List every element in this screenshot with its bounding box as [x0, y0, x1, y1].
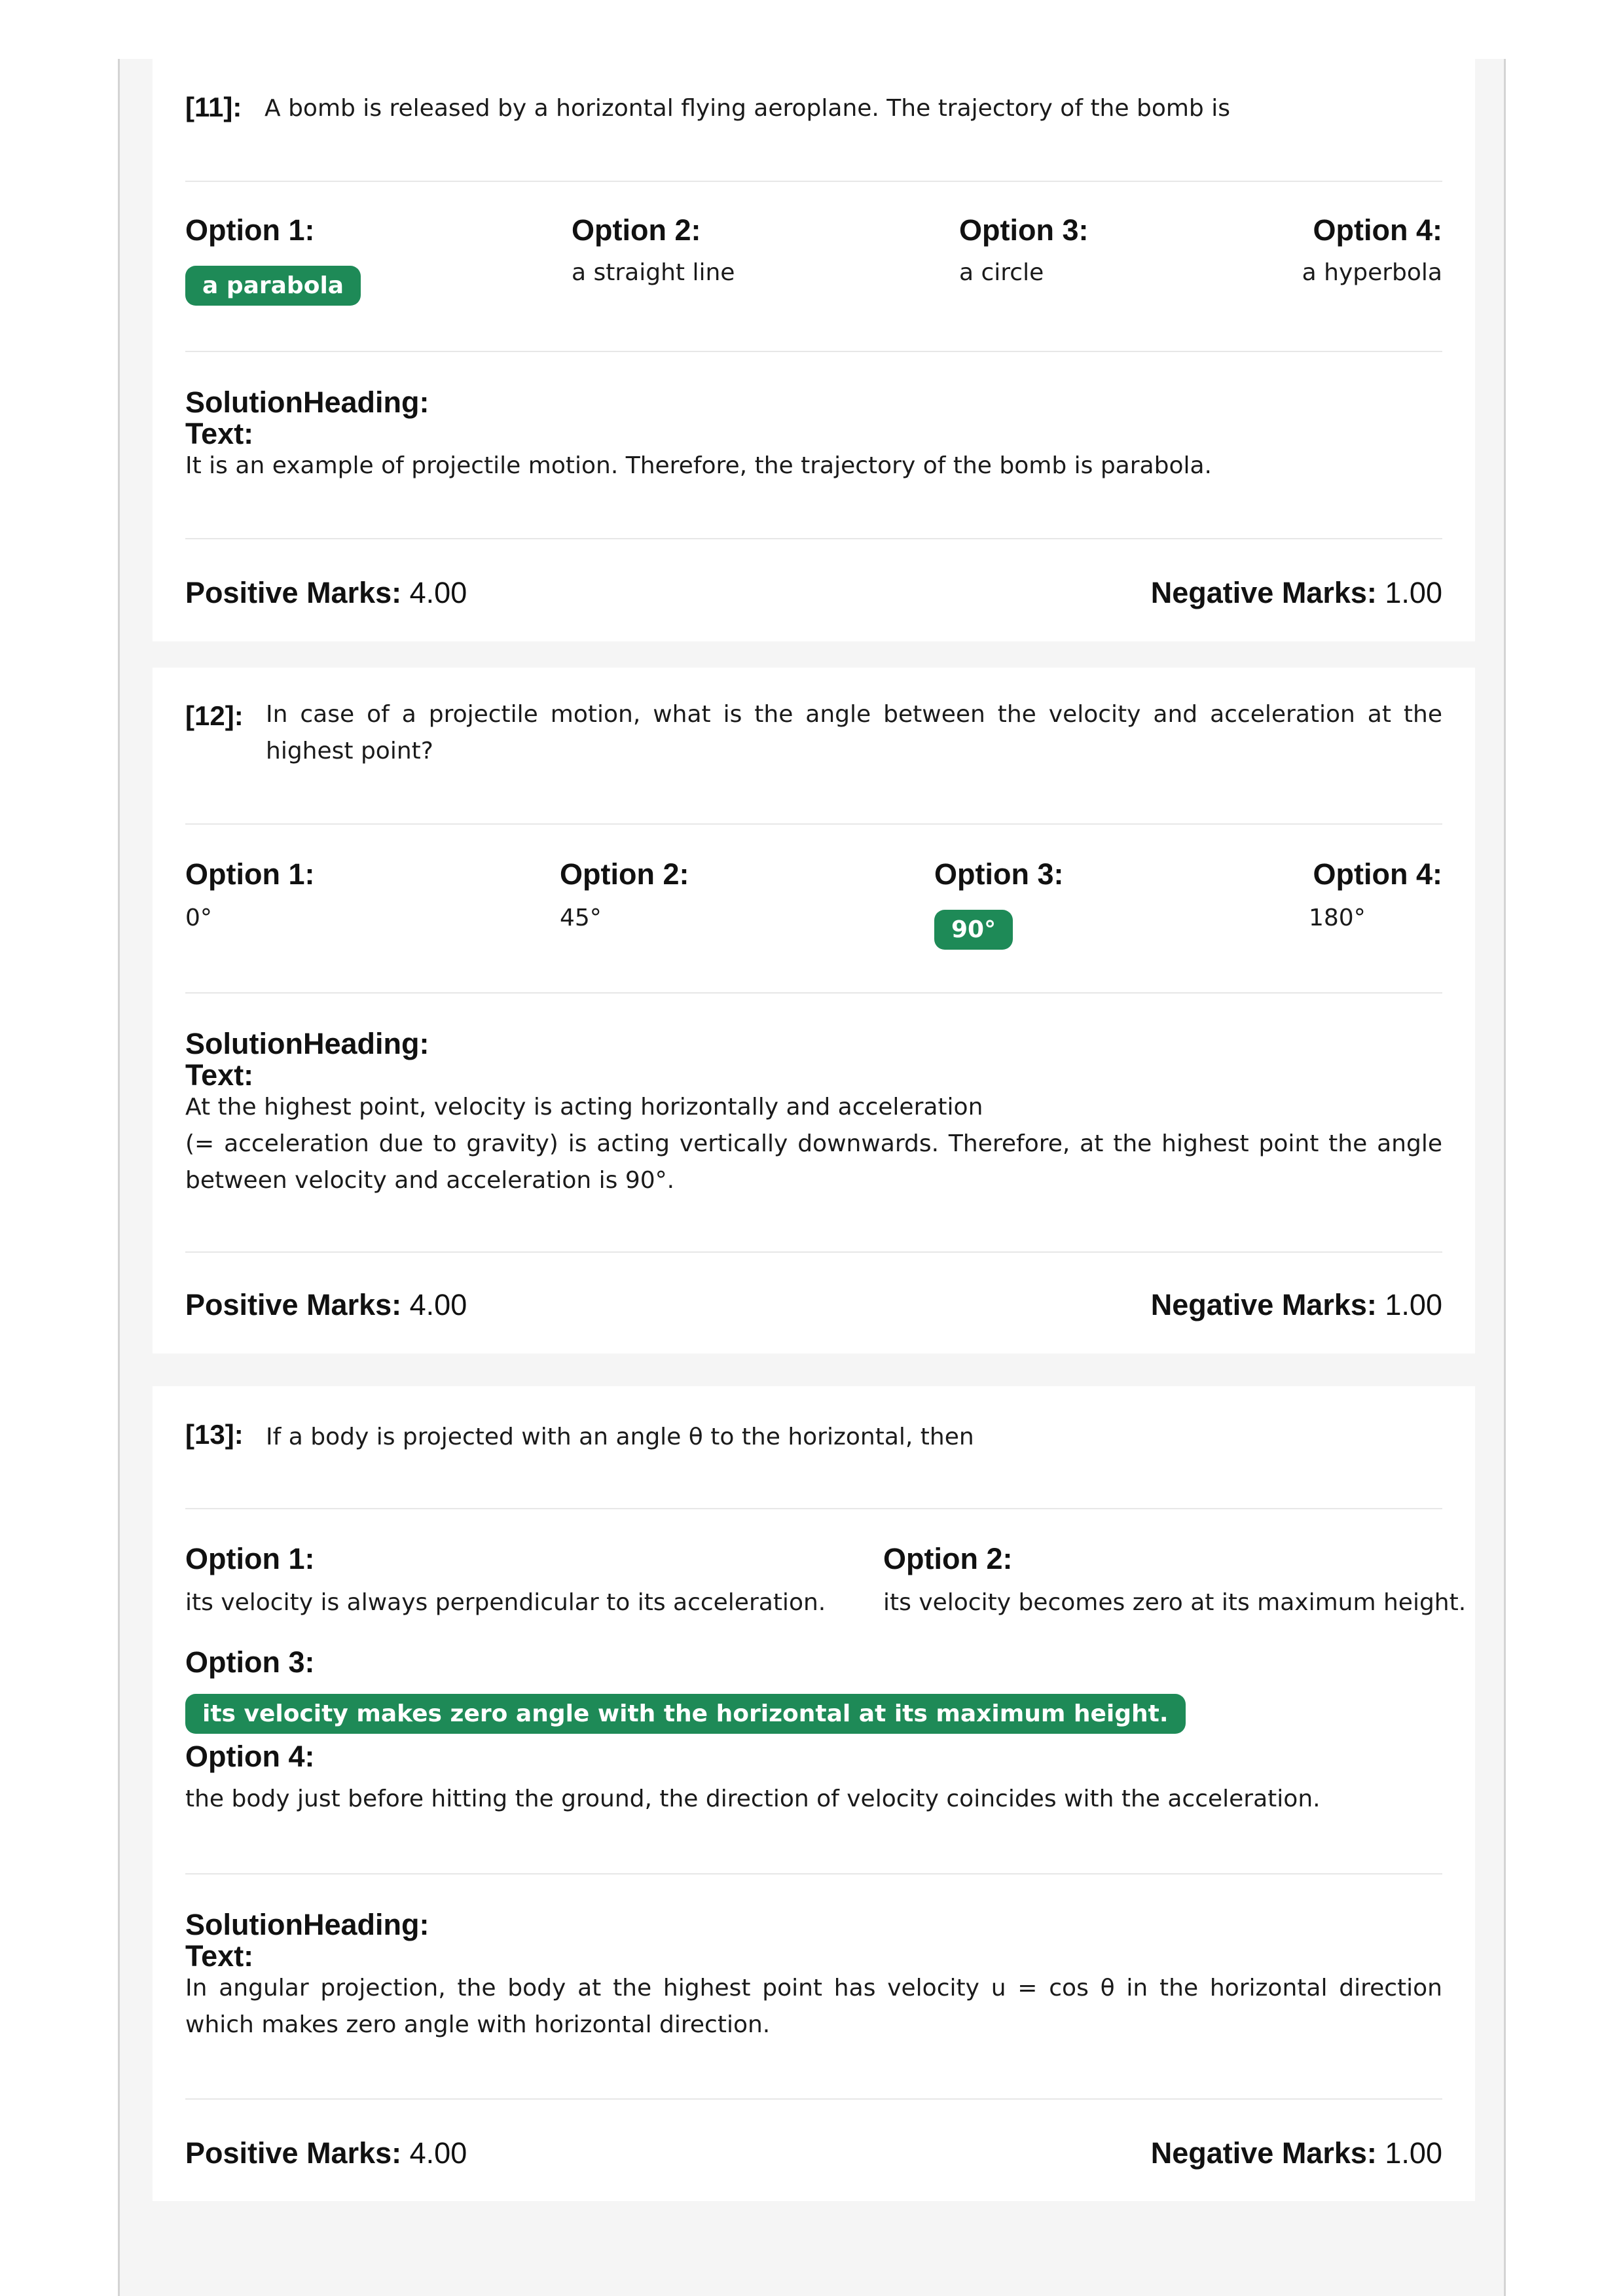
- negative-marks: [1151, 576, 1442, 610]
- question-text: A bomb is released by a horizontal flying aeroplane. The trajectory of the bomb is: [264, 95, 1230, 122]
- question-number: [13]:: [185, 1419, 244, 1450]
- option-3-label: Option 3:: [959, 213, 1089, 247]
- negative-marks: [1151, 1288, 1442, 1322]
- option-1-text-correct: a parabola: [185, 266, 361, 306]
- solution-text-label: Text:: [185, 1058, 254, 1092]
- negative-marks-value: 1.00: [1385, 1288, 1442, 1321]
- option-1-label: Option 1:: [185, 857, 315, 891]
- negative-marks-value: 1.00: [1385, 2136, 1442, 2170]
- divider: [185, 1873, 1442, 1874]
- divider: [185, 992, 1442, 994]
- solution-text-line-1: At the highest point, velocity is acting horizontally and acceleration: [185, 1094, 983, 1121]
- question-card-12: [153, 668, 1475, 1354]
- solution-text-line-2: (= acceleration due to gravity) is acting vertically downwards. Therefore, at the highest point the angle between velocity and acceleration is 90°.: [185, 1130, 1442, 1194]
- option-4-label: Option 4:: [185, 1740, 315, 1773]
- divider: [185, 538, 1442, 539]
- option-4-label: Option 4:: [1313, 213, 1442, 247]
- divider: [185, 1508, 1442, 1509]
- solution-heading: SolutionHeading:: [185, 1908, 429, 1941]
- negative-marks-label: Negative Marks:: [1150, 2136, 1377, 2170]
- option-2-text: its velocity becomes zero at its maximum height.: [883, 1589, 1467, 1616]
- solution-text-label: Text:: [185, 417, 254, 450]
- negative-marks-value: 1.00: [1385, 576, 1442, 609]
- option-2-label: Option 2:: [560, 857, 689, 891]
- divider: [185, 351, 1442, 352]
- divider: [185, 1251, 1442, 1253]
- positive-marks: [185, 576, 467, 610]
- solution-heading: SolutionHeading:: [185, 1027, 429, 1060]
- option-3-label: Option 3:: [934, 857, 1064, 891]
- question-number: [12]:: [185, 700, 244, 731]
- positive-marks: [185, 1288, 467, 1322]
- negative-marks: [1151, 2136, 1442, 2170]
- negative-marks-label: Negative Marks:: [1150, 576, 1377, 609]
- solution-text: In angular projection, the body at the highest point has velocity u = cos θ in the horizontal direction which makes zero angle with horizontal direction.: [185, 1975, 1442, 2038]
- option-3-text: a circle: [959, 259, 1044, 286]
- divider: [185, 823, 1442, 825]
- divider: [185, 2098, 1442, 2100]
- option-2-label: Option 2:: [883, 1542, 1013, 1575]
- question-text: In case of a projectile motion, what is the angle between the velocity and acceleration at the highest point?: [266, 701, 1442, 764]
- positive-marks-value: 4.00: [409, 1288, 467, 1321]
- option-3-text-correct: 90°: [934, 910, 1013, 950]
- option-1-text: 0°: [185, 905, 212, 931]
- positive-marks-label: Positive Marks:: [185, 2136, 402, 2170]
- option-4-label: Option 4:: [1313, 857, 1442, 891]
- positive-marks-label: Positive Marks:: [185, 576, 402, 609]
- solution-text: It is an example of projectile motion. Therefore, the trajectory of the bomb is parabola.: [185, 452, 1212, 479]
- solution-text-label: Text:: [185, 1939, 254, 1973]
- question-card-11: [153, 59, 1475, 641]
- option-2-text: a straight line: [572, 259, 735, 286]
- option-4-text: 180°: [1309, 905, 1366, 931]
- question-number: [11]:: [185, 92, 242, 122]
- positive-marks: [185, 2136, 467, 2170]
- option-3-label: Option 3:: [185, 1645, 315, 1679]
- option-4-text: the body just before hitting the ground, the direction of velocity coincides with the acceleration.: [185, 1785, 1321, 1812]
- option-2-text: 45°: [560, 905, 602, 931]
- question-text: If a body is projected with an angle θ to the horizontal, then: [266, 1424, 974, 1450]
- option-2-label: Option 2:: [572, 213, 701, 247]
- option-1-label: Option 1:: [185, 1542, 315, 1575]
- positive-marks-value: 4.00: [409, 576, 467, 609]
- divider: [185, 181, 1442, 182]
- solution-heading: SolutionHeading:: [185, 386, 429, 419]
- option-1-text: its velocity is always perpendicular to its acceleration.: [185, 1589, 826, 1616]
- positive-marks-value: 4.00: [409, 2136, 467, 2170]
- negative-marks-label: Negative Marks:: [1150, 1288, 1377, 1321]
- option-1-label: Option 1:: [185, 213, 315, 247]
- option-3-text-correct: its velocity makes zero angle with the horizontal at its maximum height.: [185, 1694, 1186, 1734]
- option-4-text: a hyperbola: [1302, 259, 1442, 286]
- positive-marks-label: Positive Marks:: [185, 1288, 402, 1321]
- question-card-13: [153, 1386, 1475, 2201]
